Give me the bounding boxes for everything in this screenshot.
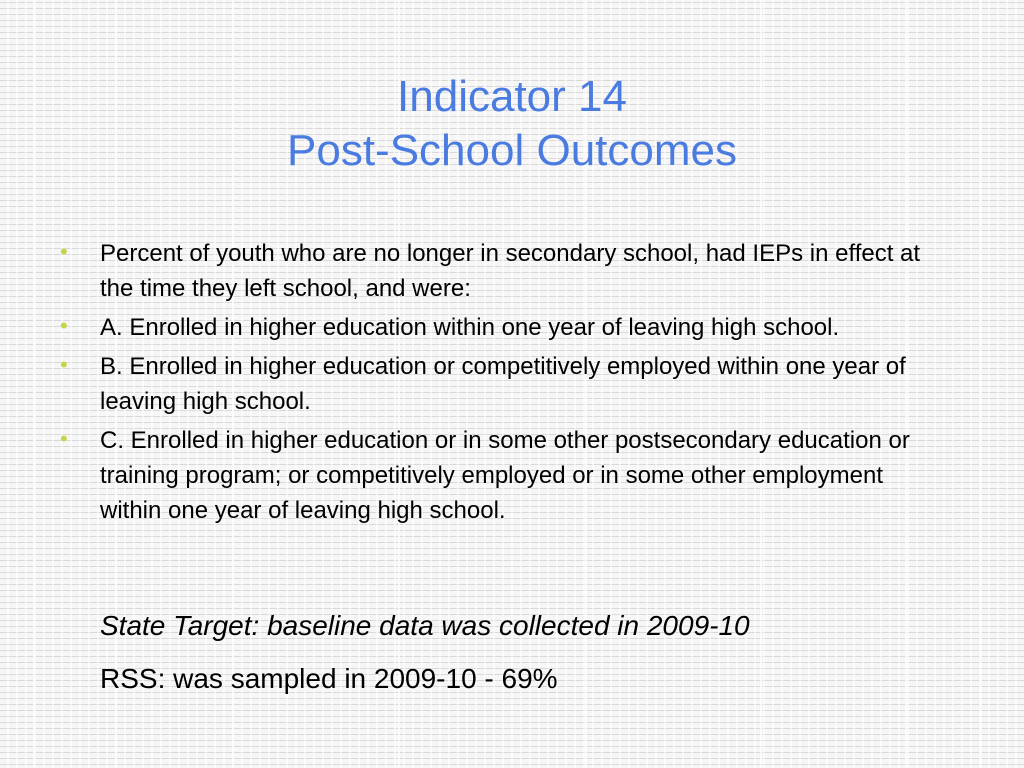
bullet-item bbox=[60, 310, 940, 345]
bullet-item bbox=[60, 423, 940, 528]
bullet-dot-icon: • bbox=[60, 352, 68, 377]
title-line-1: Indicator 14 bbox=[397, 72, 627, 121]
bullet-dot-icon: • bbox=[60, 426, 68, 451]
bullet-list bbox=[60, 236, 940, 532]
rss-text: RSS: was sampled in 2009-10 - 69% bbox=[100, 663, 558, 694]
bullet-item bbox=[60, 349, 940, 419]
bullet-text: Percent of youth who are no longer in secondary school, had IEPs in effect at the time they left school, and were: bbox=[100, 240, 921, 302]
bullet-dot-icon: • bbox=[60, 313, 68, 338]
bullet-text: B. Enrolled in higher education or competitively employed within one year of leaving high school. bbox=[100, 353, 906, 415]
bullet-text: C. Enrolled in higher education or in some other postsecondary education or training program; or competitively employed or in some other employment within one year of leaving high school. bbox=[100, 427, 910, 524]
bullet-item bbox=[60, 236, 940, 306]
state-target-text: State Target: baseline data was collected in 2009-10 bbox=[100, 610, 750, 641]
title-line-2: Post-School Outcomes bbox=[287, 126, 737, 175]
slide-title bbox=[0, 70, 1024, 178]
bullet-text: A. Enrolled in higher education within one year of leaving high school. bbox=[100, 314, 840, 341]
bullet-dot-icon: • bbox=[60, 239, 68, 264]
